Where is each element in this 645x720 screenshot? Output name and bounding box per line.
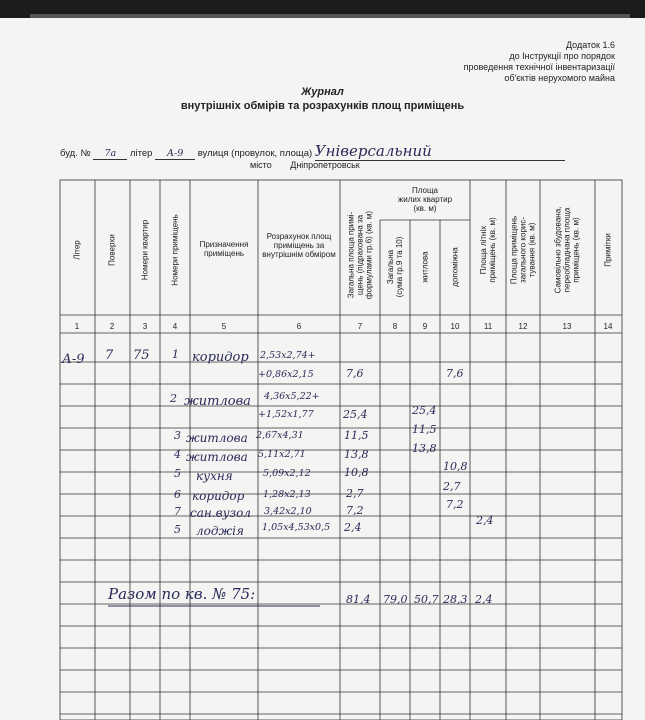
header-text: формулами гр.6) (кв. м) — [364, 210, 374, 300]
cell-calc: 2,67х4,31 — [256, 430, 304, 441]
column-number: 12 — [518, 322, 528, 331]
header-summer — [479, 217, 497, 282]
column-number: 13 — [562, 322, 572, 331]
cell-total: 2,4 — [344, 521, 362, 534]
column-number: 1 — [74, 322, 80, 331]
column-number: 9 — [422, 322, 428, 331]
cell-room-num: 4 — [174, 448, 181, 461]
total-label: Разом по кв. № 75: — [108, 585, 256, 603]
header-common — [510, 216, 537, 284]
cell-room-name: житлова — [186, 431, 248, 445]
cell-room-name: сан.вузол — [190, 506, 251, 520]
cell-calc: 5,09х2,12 — [263, 468, 311, 479]
cell-aux: 7,6 — [446, 367, 464, 380]
cell-living: 13,8 — [412, 442, 437, 455]
cell-room-name: лоджія — [196, 524, 244, 538]
header-text: щень (підрахована за — [355, 214, 365, 296]
header-purpose: Призначення приміщень — [199, 240, 249, 258]
appendix-line: до Інструкції про порядок — [509, 51, 615, 61]
cell-total: 10,8 — [344, 466, 369, 479]
liter-value: А-9 — [155, 148, 195, 160]
column-number: 8 — [392, 322, 398, 331]
appendix-line: Додаток 1.6 — [565, 40, 615, 50]
cell-room-num: 5 — [174, 467, 181, 480]
cell-calc: 1,28х2,13 — [263, 489, 311, 500]
header-apartments: Номери квартир — [140, 219, 150, 281]
street-value: Універсальний — [315, 142, 565, 161]
column-number: 14 — [603, 322, 613, 331]
cell-total: 7,2 — [346, 504, 364, 517]
cell-calc: 4,36х5,22+ — [264, 391, 320, 402]
cell-calc: 5,11х2,71 — [258, 449, 306, 460]
cell-total: 13,8 — [344, 448, 369, 461]
cell-calc: +1,52х1,77 — [258, 409, 314, 420]
total-summer: 2,4 — [475, 593, 493, 606]
appendix-line: об'єктів нерухомого майна — [504, 73, 615, 83]
cell-total: 7,6 — [346, 367, 364, 380]
header-text: переобладнана площа — [562, 207, 572, 293]
city-label: місто — [250, 160, 272, 170]
bud-value: 7а — [93, 148, 127, 160]
cell-room-name: коридор — [192, 350, 249, 365]
cell-calc: 2,53х2,74+ — [260, 350, 316, 361]
cell-room-name: кухня — [196, 469, 233, 483]
column-number: 2 — [109, 322, 115, 331]
cell-total: 11,5 — [344, 429, 369, 442]
document-title: Журнал — [301, 86, 344, 98]
header-notes: Примітки — [603, 233, 613, 267]
column-number: 10 — [450, 322, 460, 331]
cell-room-name: коридор — [192, 489, 245, 503]
header-living: житлова — [420, 251, 430, 283]
document-subtitle: внутрішніх обмірів та розрахунків площ приміщень — [180, 100, 465, 112]
header-text: (кв. м) — [413, 204, 437, 213]
cell-liter: А-9 — [62, 352, 85, 367]
cell-room-name: житлова — [184, 394, 251, 409]
header-text: приміщень (кв. м) — [488, 217, 497, 283]
total-value: 81,4 — [346, 593, 371, 606]
cell-room-num: 2 — [170, 392, 177, 405]
cell-living: 25,4 — [412, 404, 437, 417]
cell-calc: 1,05х4,53х0,5 — [262, 522, 331, 533]
column-number: 5 — [221, 322, 227, 331]
cell-living: 11,5 — [412, 423, 437, 436]
column-number: 11 — [483, 322, 493, 331]
header-text: Площа літніх — [479, 225, 488, 275]
header-text: Площа приміщень — [509, 215, 519, 285]
header-rooms: Номери приміщень — [170, 214, 180, 286]
cell-aux: 7,2 — [446, 498, 464, 511]
appendix-line: проведення технічної інвентаризації — [463, 62, 615, 72]
header-auxiliary: допоміжна — [450, 247, 460, 287]
total-general: 79,0 — [383, 593, 408, 606]
column-number: 4 — [172, 322, 178, 331]
column-number: 6 — [296, 322, 302, 331]
header-calc: Розрахунок площ приміщень за внутрішнім обміром — [262, 232, 336, 259]
header-text: Самовільно збудована, — [553, 206, 563, 294]
total-aux: 28,3 — [443, 593, 468, 606]
header-total-area — [347, 211, 374, 299]
cell-aux: 10,8 — [443, 460, 468, 473]
bud-label: буд. № — [60, 148, 91, 159]
total-living: 50,7 — [414, 593, 439, 606]
header-liter: Літер — [72, 240, 82, 260]
cell-room-num: 5 — [174, 523, 181, 536]
header-text: загального корис- — [518, 216, 528, 284]
header-text: приміщень (кв. м) — [571, 217, 581, 283]
header-floors: Поверхи — [107, 234, 117, 266]
header-text: Площа — [412, 186, 438, 195]
cell-room-num: 6 — [174, 488, 181, 501]
cell-room-num: 1 — [172, 348, 179, 361]
column-number: 3 — [142, 322, 148, 331]
street-label: вулиця (провулок, площа) — [197, 148, 313, 159]
header-group-living — [380, 186, 470, 213]
header-text: Загальна площа примі- — [346, 211, 356, 299]
cell-calc: +0,86х2,15 — [258, 369, 314, 380]
cell-floor: 7 — [105, 348, 114, 363]
header-text: тування (кв. м) — [527, 222, 537, 278]
cell-calc: 3,42х2,10 — [264, 506, 312, 517]
header-text: Загальна — [386, 249, 395, 285]
cell-room-num: 7 — [174, 505, 181, 518]
column-number: 7 — [357, 322, 363, 331]
liter-label: літер — [129, 148, 153, 159]
city-value: Дніпропетровськ — [290, 160, 360, 170]
header-text: (сума гр.9 та 10) — [395, 236, 404, 298]
cell-apartment: 75 — [133, 348, 150, 363]
cell-room-num: 3 — [174, 429, 181, 442]
cell-room-name: житлова — [186, 450, 248, 464]
cell-aux: 2,7 — [443, 480, 461, 493]
cell-total: 25,4 — [343, 408, 368, 421]
cell-total: 2,7 — [346, 487, 364, 500]
cell-summer: 2,4 — [476, 514, 494, 527]
header-unauthorized — [554, 207, 581, 294]
header-general — [386, 237, 404, 298]
header-text: жилих квартир — [397, 195, 453, 204]
